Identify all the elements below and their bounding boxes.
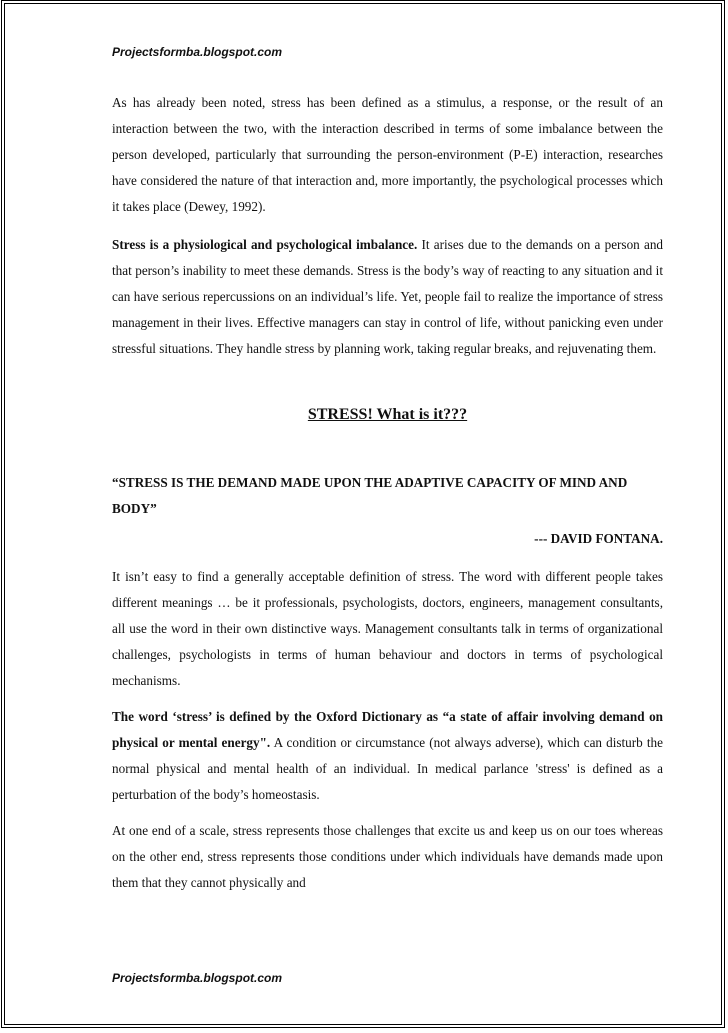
paragraph-text: It arises due to the demands on a person and that person’s inability to meet these demands. Stress is the body’s way of reacting to any situation and it can have serious repercussions on an individual’s life. Yet, people fail to realize the importance of stress management in their lives. Effective managers can stay in control of life, without panicking even under stressful situations. They handle stress by planning work, taking regular breaks, and rejuvenating them. — [112, 237, 664, 356]
quote-author: --- DAVID FONTANA. — [534, 531, 663, 546]
page-header: Projectsformba.blogspot.com — [112, 45, 283, 59]
paragraph-text: A condition or circumstance (not always adverse), which can disturb the normal physical and mental health of an individual. In medical parlance 'stress' is defined as a perturbation of the body’s homeostasis. — [112, 735, 663, 802]
paragraph-stress-scale: At one end of a scale, stress represents those challenges that excite us and keep us on our toes whereas on the other end, stress represents those conditions under which individuals have demands made upon them that they cannot physically and — [112, 823, 663, 890]
section-title: STRESS! What is it??? — [307, 406, 468, 423]
paragraph-bold-lead: The word ‘stress’ is defined by the Oxford Dictionary as “a state of affair involving demand on physical or mental energy". — [112, 709, 663, 750]
page-body — [112, 90, 663, 896]
paragraph-stress-imbalance — [112, 232, 663, 362]
page-footer: Projectsformba.blogspot.com — [112, 971, 283, 985]
paragraph-bold-lead: Stress is a physiological and psychological imbalance. — [112, 237, 418, 252]
paragraph-stress-definitions: As has already been noted, stress has been defined as a stimulus, a response, or the result of an interaction between the two, with the interaction described in terms of some imbalance between the person developed, particularly that surrounding the person-environment (P-E) interaction, researches have considered the nature of that interaction and, more importantly, the psychological processes which it takes place (Dewey, 1992). — [112, 95, 663, 214]
paragraph-oxford-definition — [112, 704, 663, 808]
paragraph-definition-difficulty: It isn’t easy to find a generally acceptable definition of stress. The word with different people takes different meanings … be it professionals, psychologists, doctors, engineers, management consultants, all use the word in their own distinctive ways. Management consultants talk in terms of organizational challenges, psychologists in terms of human behaviour and doctors in terms of psychological mechanisms. — [112, 569, 663, 688]
document-page — [4, 3, 722, 1025]
quote-text: “STRESS IS THE DEMAND MADE UPON THE ADAPTIVE CAPACITY OF MIND AND BODY” — [112, 475, 628, 516]
